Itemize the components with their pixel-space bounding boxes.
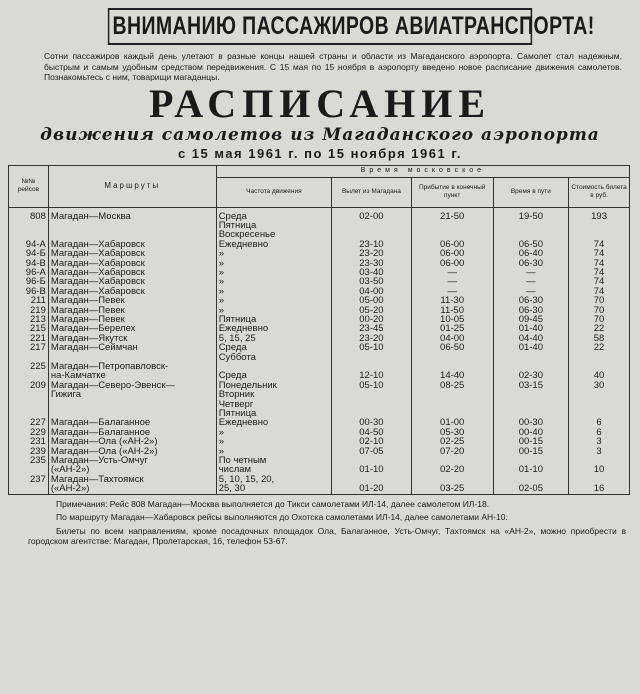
banner-headline: ВНИМАНИЮ ПАССАЖИРОВ АВИАТРАНСПОРТА! [108, 8, 532, 45]
header-num: №№ рейсов [9, 165, 49, 207]
departure-time: 05-10 [332, 343, 412, 352]
frequency: » [216, 287, 331, 296]
duration: 06-50 [493, 240, 569, 249]
duration: 06-40 [493, 249, 569, 258]
departure-time: 04-00 [332, 287, 412, 296]
table-row [9, 221, 630, 230]
arrival-time: 02-20 [411, 465, 493, 474]
frequency: » [216, 296, 331, 305]
duration: 06-30 [493, 259, 569, 268]
arrival-time: 21-50 [411, 212, 493, 221]
route: Магадан—Хабаровск [48, 287, 216, 296]
duration: 01-40 [493, 343, 569, 352]
arrival-time: — [411, 287, 493, 296]
intro-paragraph: Сотни пассажиров каждый день улетают в разные концы нашей страны и области из Магаданского аэропорта. Самолет стал надежным, быстрым и самым удобным средством передвижения. С 15 мая по 15 ноября в аэропорту введено новое расписание движения самолетов. Познакомьтесь с ним, товарищи магаданцы. [44, 51, 622, 82]
ticket-cost: 58 [569, 334, 630, 343]
frequency: Ежедневно [216, 240, 331, 249]
ticket-cost [569, 400, 630, 409]
ticket-cost: 6 [569, 418, 630, 427]
flight-number: 209 [9, 381, 49, 390]
ticket-cost: 30 [569, 381, 630, 390]
duration: 01-40 [493, 324, 569, 333]
ticket-cost: 193 [569, 212, 630, 221]
ticket-cost: 74 [569, 277, 630, 286]
frequency: 25, 30 [216, 484, 331, 494]
route: на-Камчатке [48, 371, 216, 380]
route: Магадан—Якутск [48, 334, 216, 343]
ticket-cost: 74 [569, 240, 630, 249]
arrival-time: 04-00 [411, 334, 493, 343]
flight-number: 239 [9, 447, 49, 456]
arrival-time [411, 390, 493, 399]
duration: 06-30 [493, 306, 569, 315]
arrival-time: 14-40 [411, 371, 493, 380]
arrival-time: 08-25 [411, 381, 493, 390]
page-subtitle: движения самолетов из Магаданского аэропорта [40, 124, 600, 145]
table-row [9, 343, 630, 352]
frequency: » [216, 268, 331, 277]
duration: 01-10 [493, 465, 569, 474]
ticket-cost: 40 [569, 371, 630, 380]
duration: 00-15 [493, 437, 569, 446]
schedule-body [9, 207, 630, 494]
departure-time: 07-05 [332, 447, 412, 456]
flight-number: 808 [9, 212, 49, 221]
frequency: » [216, 259, 331, 268]
duration: 03-15 [493, 381, 569, 390]
ticket-cost: 70 [569, 315, 630, 324]
frequency: » [216, 277, 331, 286]
ticket-cost: 3 [569, 437, 630, 446]
departure-time: 05-00 [332, 296, 412, 305]
arrival-time: 03-25 [411, 484, 493, 494]
table-row [9, 212, 630, 221]
frequency: 5, 10, 15, 20, [216, 475, 331, 484]
header-departure: Вылет из Магадана [332, 177, 412, 207]
ticket-cost: 22 [569, 324, 630, 333]
arrival-time: 02-25 [411, 437, 493, 446]
arrival-time [411, 400, 493, 409]
frequency: » [216, 447, 331, 456]
frequency: Ежедневно [216, 324, 331, 333]
header-routes: Маршруты [48, 165, 216, 207]
route: Магадан—Балаганное [48, 428, 216, 437]
duration: 02-05 [493, 484, 569, 494]
arrival-time: 11-50 [411, 306, 493, 315]
departure-time [332, 390, 412, 399]
flight-number: 231 [9, 437, 49, 446]
departure-time: 04-50 [332, 428, 412, 437]
departure-time: 05-20 [332, 306, 412, 315]
arrival-time: 06-00 [411, 259, 493, 268]
arrival-time: 01-25 [411, 324, 493, 333]
departure-time: 23-10 [332, 240, 412, 249]
flight-number: 94-А [9, 240, 49, 249]
ticket-cost: 10 [569, 465, 630, 474]
duration: — [493, 287, 569, 296]
note-2: По маршруту Магадан—Хабаровск рейсы выполняются до Охотска самолетами ИЛ-14, далее самолетами АН-10. [56, 512, 508, 523]
ticket-cost: 3 [569, 447, 630, 456]
ticket-cost: 74 [569, 259, 630, 268]
route: Магадан—Берелех [48, 324, 216, 333]
arrival-time: — [411, 277, 493, 286]
duration: 06-30 [493, 296, 569, 305]
route: Магадан—Петропавловск- [48, 362, 216, 371]
departure-time: 02-00 [332, 212, 412, 221]
ticket-cost: 74 [569, 287, 630, 296]
duration: 00-30 [493, 418, 569, 427]
route: («АН-2») [48, 465, 216, 474]
duration: 04-40 [493, 334, 569, 343]
frequency: числам [216, 465, 331, 474]
frequency: Среда [216, 343, 331, 352]
ticket-cost: 70 [569, 306, 630, 315]
table-row [9, 484, 630, 494]
header-frequency: Частота движения [216, 177, 331, 207]
frequency: По четным [216, 456, 331, 465]
arrival-time [411, 221, 493, 230]
departure-time: 23-20 [332, 249, 412, 258]
arrival-time: 06-00 [411, 249, 493, 258]
ticket-cost: 6 [569, 428, 630, 437]
arrival-time: 10-05 [411, 315, 493, 324]
departure-time: 03-40 [332, 268, 412, 277]
duration: 09-45 [493, 315, 569, 324]
route: Магадан—Балаганное [48, 418, 216, 427]
frequency: Четверг [216, 400, 331, 409]
route: Магадан—Усть-Омчуг [48, 456, 216, 465]
flight-number: 96-Б [9, 277, 49, 286]
departure-time: 01-20 [332, 484, 412, 494]
route: Магадан—Певек [48, 306, 216, 315]
frequency: » [216, 306, 331, 315]
arrival-time: 11-30 [411, 296, 493, 305]
departure-time [332, 221, 412, 230]
flight-number [9, 484, 49, 494]
flight-number: 217 [9, 343, 49, 352]
departure-time: 00-20 [332, 315, 412, 324]
duration: — [493, 268, 569, 277]
flight-number: 219 [9, 306, 49, 315]
route: Магадан—Певек [48, 296, 216, 305]
ticket-cost: 74 [569, 268, 630, 277]
arrival-time [411, 353, 493, 362]
frequency: Среда [216, 371, 331, 380]
frequency: Пятница [216, 409, 331, 418]
table-row [9, 381, 630, 390]
ticket-cost: 22 [569, 343, 630, 352]
header-arrival: Прибытие в конечный пункт [411, 177, 493, 207]
route: Магадан—Москва [48, 212, 216, 221]
departure-time [332, 353, 412, 362]
flight-number [9, 221, 49, 230]
duration: 02-30 [493, 371, 569, 380]
flight-number: 96-В [9, 287, 49, 296]
route: Магадан—Ола («АН-2») [48, 447, 216, 456]
frequency: Суббота [216, 353, 331, 362]
flight-number: 227 [9, 418, 49, 427]
frequency: Вторник [216, 390, 331, 399]
flight-number: 229 [9, 428, 49, 437]
flight-number: 237 [9, 475, 49, 484]
flight-number: 94-Б [9, 249, 49, 258]
ticket-cost [569, 221, 630, 230]
duration: 00-40 [493, 428, 569, 437]
duration [493, 390, 569, 399]
departure-time [332, 400, 412, 409]
route: Магадан—Хабаровск [48, 268, 216, 277]
ticket-cost [569, 353, 630, 362]
flight-number: 215 [9, 324, 49, 333]
route: Магадан—Сеймчан [48, 343, 216, 352]
route [48, 400, 216, 409]
departure-time: 23-20 [332, 334, 412, 343]
arrival-time: 07-20 [411, 447, 493, 456]
flight-number: 221 [9, 334, 49, 343]
duration: 19-50 [493, 212, 569, 221]
flight-number: 94-В [9, 259, 49, 268]
flight-number: 211 [9, 296, 49, 305]
flight-number [9, 390, 49, 399]
frequency: » [216, 437, 331, 446]
departure-time: 23-30 [332, 259, 412, 268]
note-3: Билеты по всем направлениям, кроме посадочных площадок Ола, Балаганное, Усть-Омчуг, Тахтоямск на «АН-2», можно приобрести в городском агентстве: Магадан, Пролетарская, 16, телефон 53-67. [28, 525, 626, 547]
header-cost: Стоимость билета в руб. [569, 177, 630, 207]
route [48, 221, 216, 230]
flight-number: 213 [9, 315, 49, 324]
frequency: Пятница [216, 221, 331, 230]
route: («АН-2») [48, 484, 216, 494]
route: Магадан—Северо-Эвенск— [48, 381, 216, 390]
route: Гижига [48, 390, 216, 399]
route: Магадан—Хабаровск [48, 259, 216, 268]
ticket-cost [569, 390, 630, 399]
ticket-cost: 70 [569, 296, 630, 305]
frequency: Воскресенье [216, 230, 331, 239]
page-title: РАСПИСАНИЕ [148, 80, 491, 126]
ticket-cost: 16 [569, 484, 630, 494]
frequency: Ежедневно [216, 418, 331, 427]
frequency: » [216, 428, 331, 437]
route: Магадан—Ола («АН-2») [48, 437, 216, 446]
departure-time: 01-10 [332, 465, 412, 474]
departure-time: 02-10 [332, 437, 412, 446]
route: Магадан—Хабаровск [48, 249, 216, 258]
route: Магадан—Певек [48, 315, 216, 324]
table-row [9, 390, 630, 399]
arrival-time: 05-30 [411, 428, 493, 437]
departure-time: 12-10 [332, 371, 412, 380]
flight-number: 235 [9, 456, 49, 465]
duration [493, 221, 569, 230]
arrival-time: 01-00 [411, 418, 493, 427]
flight-number [9, 400, 49, 409]
schedule-table [8, 165, 630, 495]
departure-time: 23-45 [332, 324, 412, 333]
arrival-time: — [411, 268, 493, 277]
validity-dates: с 15 мая 1961 г. по 15 ноября 1961 г. [177, 145, 463, 161]
departure-time: 03-50 [332, 277, 412, 286]
duration [493, 353, 569, 362]
note-1: Примечания: Рейс 808 Магадан—Москва выполняется до Тикси самолетами ИЛ-14, далее самолетом ИЛ-18. [56, 498, 490, 509]
table-row [9, 400, 630, 409]
arrival-time: 06-50 [411, 343, 493, 352]
frequency: » [216, 249, 331, 258]
header-duration: Время в пути [493, 177, 569, 207]
route: Магадан—Хабаровск [48, 277, 216, 286]
ticket-cost: 74 [569, 249, 630, 258]
frequency: Пятница [216, 315, 331, 324]
duration: 00-15 [493, 447, 569, 456]
departure-time: 00-30 [332, 418, 412, 427]
arrival-time: 06-00 [411, 240, 493, 249]
notes-section [28, 499, 626, 547]
header-moscow-time: Время московское [216, 165, 629, 177]
frequency: Понедельник [216, 381, 331, 390]
departure-time: 05-10 [332, 381, 412, 390]
frequency: Среда [216, 212, 331, 221]
duration [493, 400, 569, 409]
flight-number: 225 [9, 362, 49, 371]
frequency: 5, 15, 25 [216, 334, 331, 343]
route: Магадан—Тахтоямск [48, 475, 216, 484]
flight-number: 96-А [9, 268, 49, 277]
duration: — [493, 277, 569, 286]
route: Магадан—Хабаровск [48, 240, 216, 249]
